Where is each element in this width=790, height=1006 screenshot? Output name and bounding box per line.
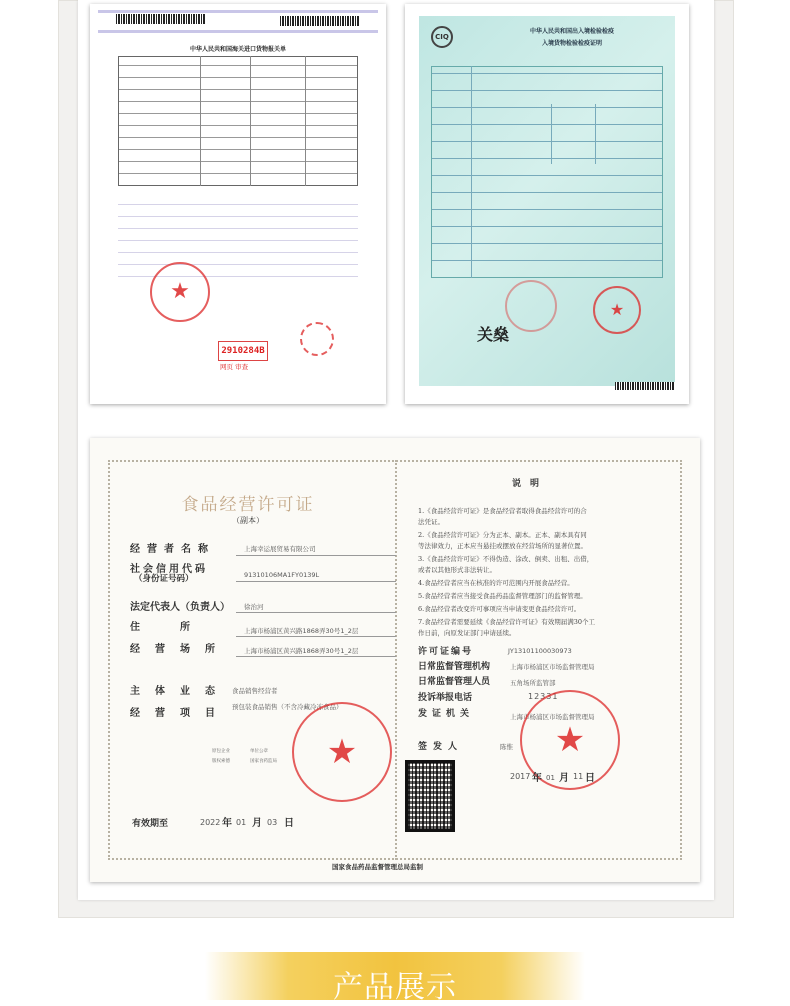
form-line [118,228,358,229]
operator-value: 上海幸运展贸易有限公司 [244,545,316,553]
customs-code-sub: 网页 审查 [220,363,249,371]
license-divider [395,460,397,860]
items-value: 预包装食品销售（不含冷藏冷冻食品） [232,703,343,711]
form-line [118,204,358,205]
residence-label: 住所 [130,622,230,633]
notes-title: 说 明 [512,479,540,489]
note-line: 法凭证。 [418,518,444,526]
grid-divider [595,104,596,164]
hotline-label: 投诉举报电话 [418,693,473,703]
customs-code-stamp: 2910284B [218,341,268,361]
field-underline [236,555,396,556]
banner-title: 产品展示 [333,970,457,1005]
field-underline [236,636,396,637]
form-line [118,264,358,265]
valid-month-char: 月 [252,818,262,829]
signer-label: 签发人 [418,742,464,752]
form-line [118,216,358,217]
barcode [615,382,675,390]
premises-value: 上海市杨浦区黄兴路1868弄30号1_2层 [244,647,359,655]
small-note: 单位公章 [250,749,268,754]
form-stripe [98,30,378,33]
certificate-grid [431,66,663,278]
cert-title-line2: 入境货物检验检疫证明 [541,40,602,47]
valid-until-label: 有效期至 [132,819,169,829]
signer-value: 陈惟 [500,743,513,751]
license-no-value: JY13101100030973 [508,647,572,655]
valid-year-char: 年 [222,818,232,829]
grid-divider [551,104,552,164]
credit-code-value: 91310106MA1FY0139L [244,571,320,579]
license-no-label: 许可证编号 [418,647,474,657]
field-underline [236,612,396,613]
field-underline [236,656,396,657]
table-divider [250,56,251,186]
field-underline [236,581,396,582]
form-line [118,252,358,253]
hotline-value: 12331 [528,692,559,701]
customs-form-table [118,56,358,186]
note-line: 2.《食品经营许可证》分为正本、副本。正本、副本具有同 [418,531,587,539]
license-footer: 国家食品药品监督管理总局监制 [332,863,423,871]
legal-rep-label: 法定代表人（负责人） [130,602,230,613]
valid-month: 01 [236,818,247,827]
note-line: 等法律效力，正本应当悬挂或摆放在经营场所的显著位置。 [418,542,587,550]
signature: 关燊 [477,325,510,344]
issue-day: 11 [573,772,584,781]
operator-label: 经营者名称 [130,544,215,555]
official-stamp [593,286,641,334]
issue-month: 01 [546,774,555,782]
table-divider [200,56,201,186]
valid-day-char: 日 [284,818,294,829]
premises-label: 经营场所 [130,644,230,655]
daily-person-label: 日常监督管理人员 [418,677,491,687]
credit-code-sub: （身份证号码） [134,574,194,584]
residence-value: 上海市杨浦区黄兴路1868弄30号1_2层 [244,627,359,635]
table-divider [305,56,306,186]
company-stamp [150,262,210,322]
ciq-logo: CIQ [431,26,453,48]
small-note: 原包企业 [212,749,230,754]
form-line [118,240,358,241]
issue-day-char: 日 [585,773,595,784]
grid-divider [471,66,472,278]
note-line: 5.食品经营者应当接受食品药品监督管理部门的监督管理。 [418,592,587,600]
note-line: 或者以其他形式非法转让。 [418,566,496,574]
issue-year: 2017 [510,772,531,781]
form-stripe [98,10,378,13]
note-line: 1.《食品经营许可证》是食品经营者取得食品经营许可的合 [418,507,587,515]
license-title: 食品经营许可证 [181,495,315,515]
issuer-label: 发证机关 [418,709,475,719]
daily-agency-label: 日常监督管理机构 [418,662,491,672]
items-label: 经营项目 [130,708,230,719]
note-line: 作日前，向原发证部门申请延续。 [418,629,516,637]
customs-declaration-image [90,4,386,404]
note-line: 6.食品经营者改变许可事项应当申请变更食品经营许可。 [418,605,581,613]
valid-day: 03 [267,818,278,827]
seal-star-icon: ★ [326,732,358,772]
inspection-stamp [505,280,557,332]
note-line: 7.食品经营者需要延续《食品经营许可证》有效期届满30个工 [418,618,595,626]
issue-year-char: 年 [532,773,542,784]
small-note: 国家食药监局 [250,759,277,764]
inspection-certificate-image [405,4,689,404]
issue-month-char: 月 [559,773,569,784]
seal-star-icon: ★ [554,720,586,760]
customs-form-title: 中华人民共和国海关进口货物报关单 [189,46,286,53]
stamp-star-icon: ★ [170,279,190,304]
credit-code-label: 社会信用代码 [130,564,208,575]
issuer-value: 上海市杨浦区市场监督管理局 [510,713,595,721]
daily-agency-value: 上海市杨浦区市场监督管理局 [510,663,595,671]
qr-code [405,760,455,832]
daily-person-value: 五角场所监管部 [510,679,556,687]
company-seal [292,702,392,802]
barcode [280,16,360,26]
note-line: 3.《食品经营许可证》不得伪造、涂改、倒卖、出租、出借， [418,555,594,563]
legal-rep-value: 徐治河 [244,603,264,611]
license-subtitle: （副本） [232,516,264,525]
customs-stamp [300,322,334,356]
note-line: 4.食品经营者应当在核准的许可范围内开展食品经营。 [418,579,574,587]
main-format-label: 主体业态 [130,686,230,697]
valid-year: 2022 [200,818,221,827]
barcode [116,14,206,24]
section-banner [205,952,585,1005]
stamp-star-icon: ★ [609,300,625,319]
cert-title-line1: 中华人民共和国出入境检验检疫 [529,28,614,35]
small-note: 版权索德 [212,759,230,764]
main-format-value: 食品销售经营者 [232,687,278,695]
